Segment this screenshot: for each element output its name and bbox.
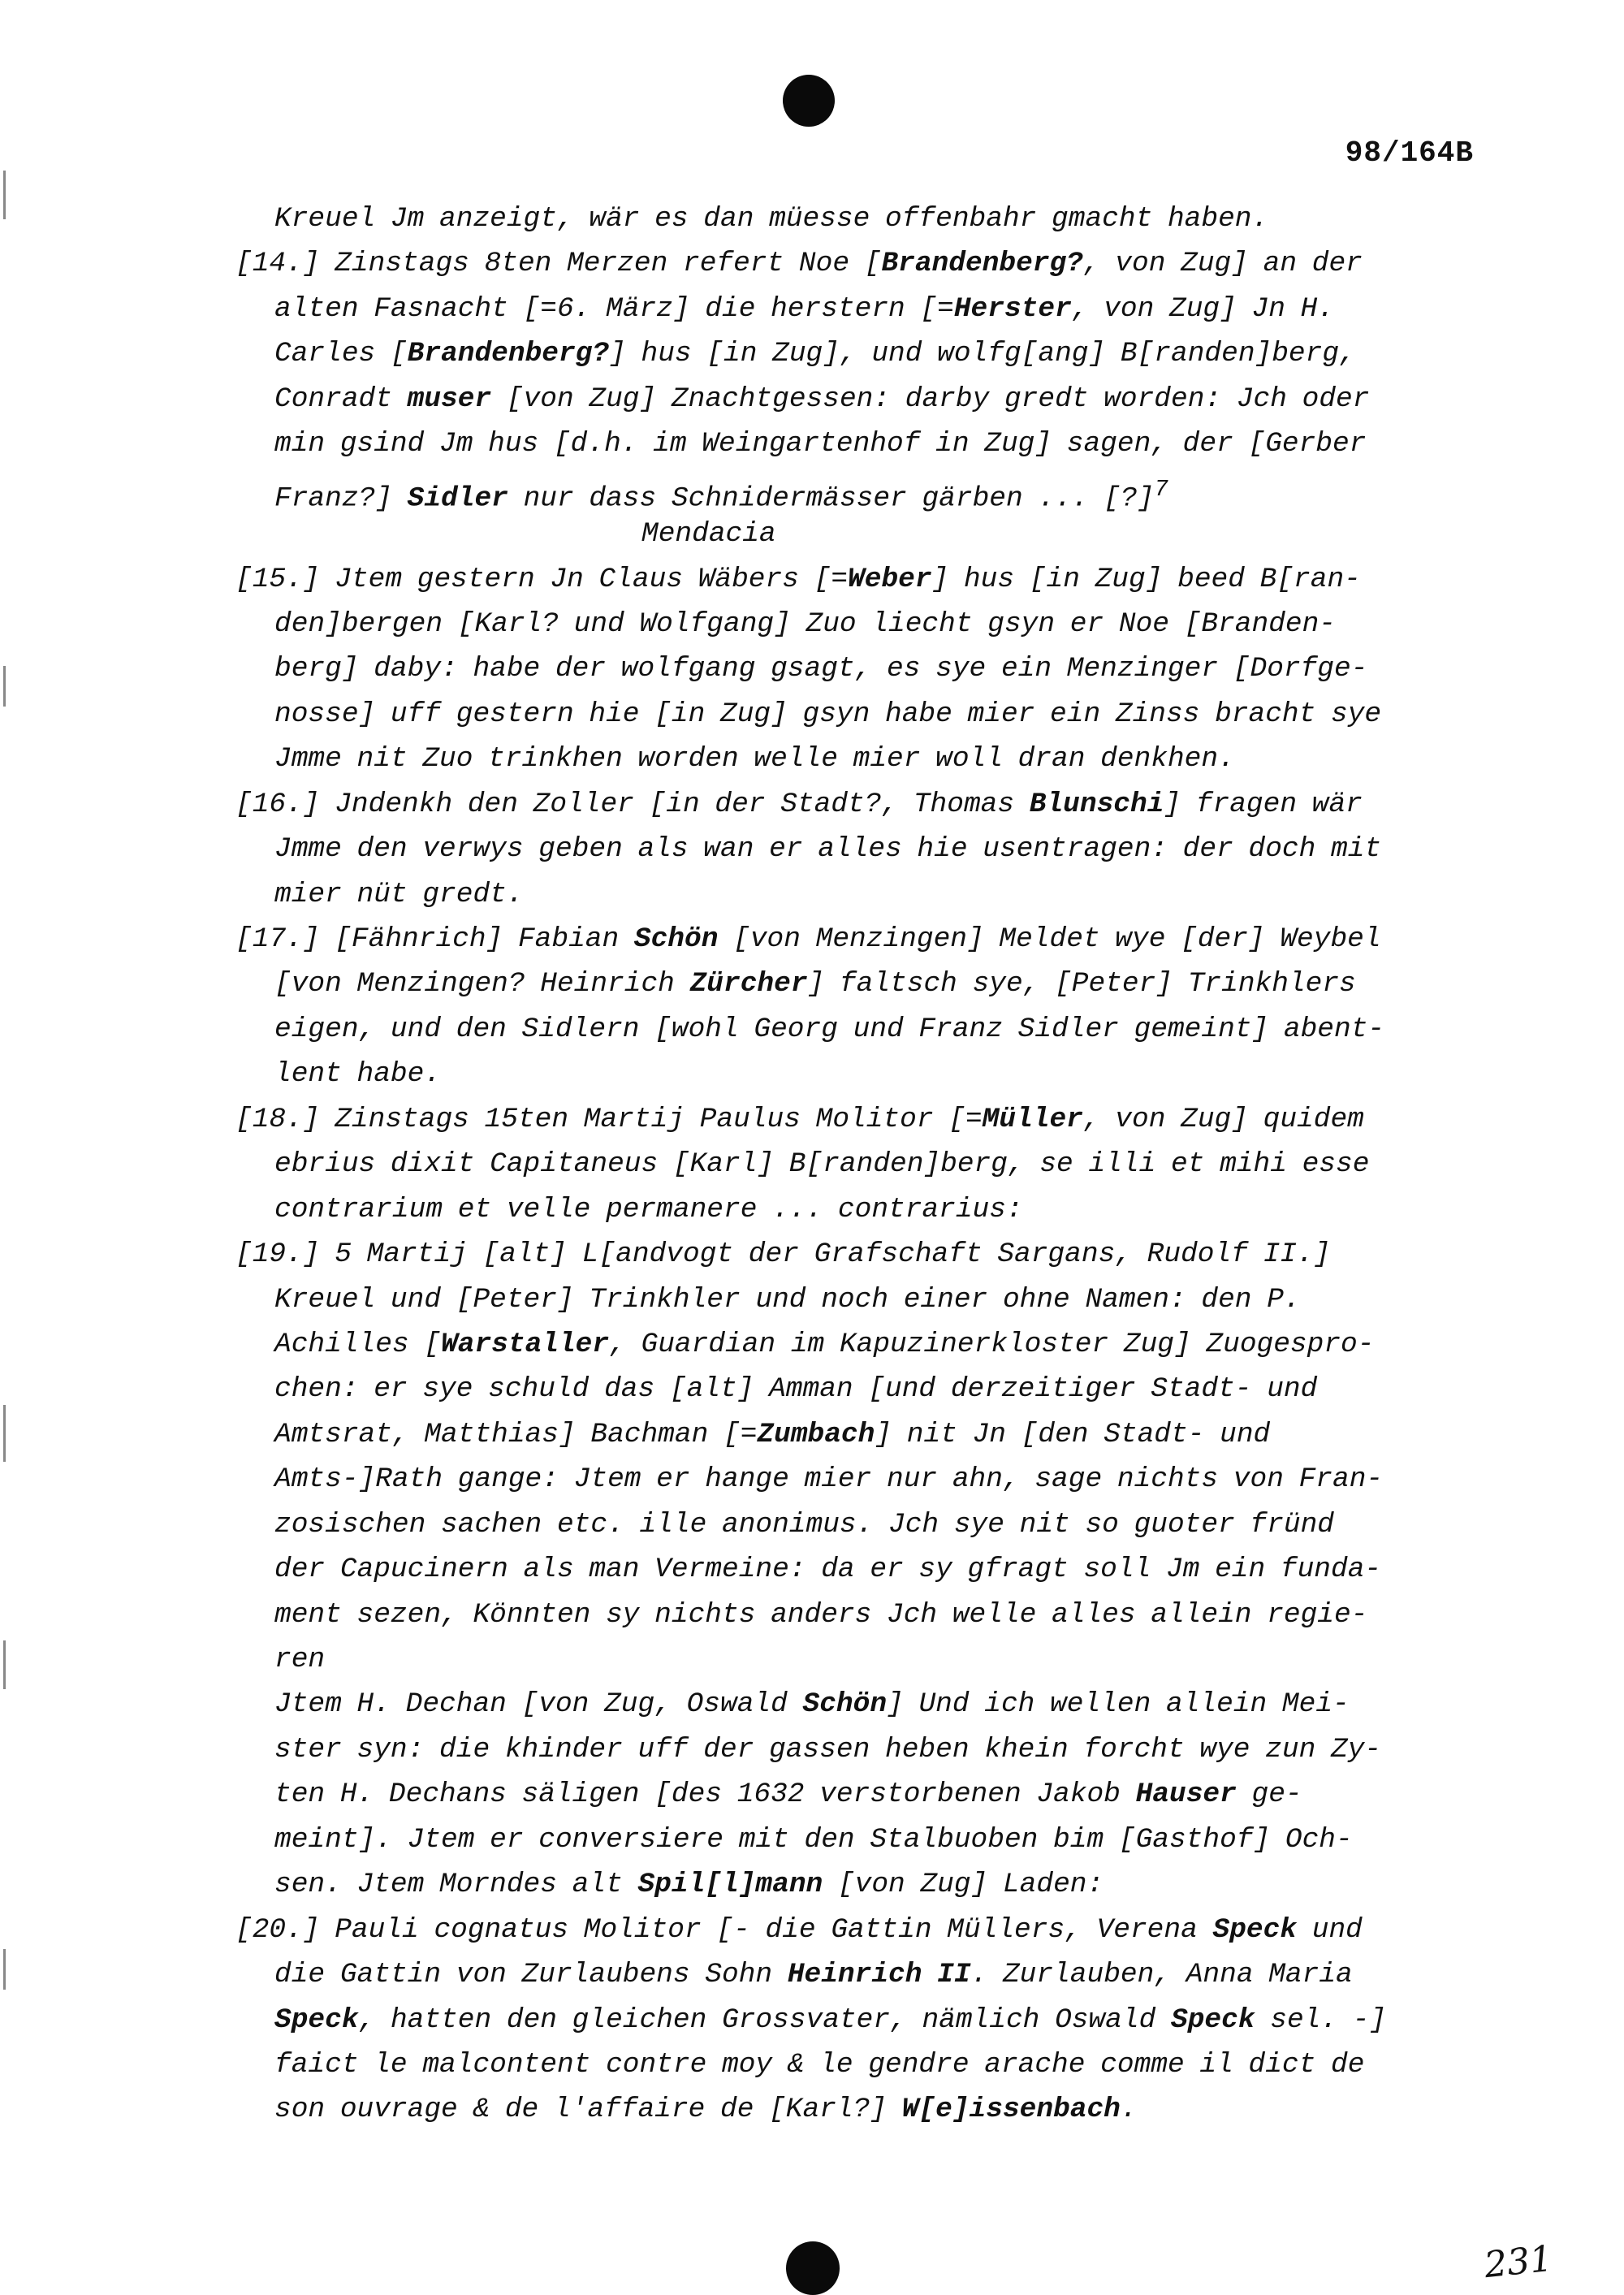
text-segment: den]bergen [Karl? und Wolfgang] Zuo liecht gsyn er Noe [Branden- — [274, 607, 1337, 640]
text-segment: ] hus [in Zug], und wolfg[ang] B[randen]berg, — [609, 338, 1356, 370]
text-segment: alten Fasnacht [=6. März] die herstern [= — [274, 292, 954, 325]
text-segment: Carles [ — [274, 338, 408, 370]
bold-name: Speck — [1171, 2003, 1255, 2036]
text-line — [235, 287, 1486, 331]
text-line — [235, 1367, 1486, 1411]
text-line — [235, 1727, 1486, 1772]
text-segment: ment sezen, Könnten sy nichts anders Jch welle alles allein regie- — [274, 1598, 1368, 1631]
document-body — [235, 197, 1486, 2133]
text-segment: , Guardian im Kapuzinerkloster Zug] Zuogespro- — [609, 1328, 1375, 1360]
text-line — [235, 1412, 1486, 1457]
text-segment: die Gattin von Zurlaubens Sohn — [274, 1959, 788, 1991]
text-segment: . Zurlauben, Anna Maria — [970, 1959, 1353, 1991]
text-line — [235, 1007, 1486, 1052]
text-segment: ] hus [in Zug] beed B[ran- — [931, 563, 1361, 595]
text-segment: sen. Jtem Morndes alt — [274, 1869, 638, 1901]
text-line — [235, 2087, 1486, 2132]
bold-name: Zürcher — [689, 968, 808, 1001]
text-line — [235, 1908, 1486, 1952]
punch-hole-top — [783, 75, 835, 127]
text-segment: . — [1120, 2094, 1138, 2126]
text-segment: ] faltsch sye, [Peter] Trinkhlers — [807, 968, 1356, 1001]
text-line — [235, 1862, 1486, 1907]
text-segment: , von Zug] Jn H. — [1071, 292, 1335, 325]
text-line — [235, 827, 1486, 871]
page-reference: 98/164B — [1345, 136, 1474, 170]
bold-name: Brandenberg? — [881, 248, 1083, 280]
text-segment: , von Zug] an der — [1082, 248, 1363, 280]
text-segment: min gsind Jm hus [d.h. im Weingartenhof in Zug] sagen, der [Gerber — [274, 428, 1367, 460]
text-segment: mier nüt gredt. — [274, 878, 524, 910]
bold-name: Speck — [274, 2003, 359, 2036]
text-segment: berg] daby: habe der wolfgang gsagt, es sye ein Menzinger [Dorfge- — [274, 653, 1368, 685]
text-segment: Kreuel Jm anzeigt, wär es dan müesse offenbahr gmacht haben. — [274, 203, 1269, 235]
text-line — [235, 737, 1486, 781]
text-segment: Amts-]Rath gange: Jtem er hange mier nur ahn, sage nichts von Fran- — [274, 1463, 1384, 1496]
text-segment: meint]. Jtem er conversiere mit den Stalbuoben bim [Gasthof] Och- — [274, 1823, 1353, 1856]
text-segment: [14.] Zinstags 8ten Merzen refert Noe [ — [235, 248, 882, 280]
bold-name: Sidler — [407, 482, 508, 515]
text-line — [235, 602, 1486, 646]
bold-name: Müller — [982, 1103, 1083, 1135]
text-segment: [17.] [Fähnrich] Fabian — [235, 923, 634, 955]
text-line — [235, 1502, 1486, 1547]
text-line — [235, 1998, 1486, 2042]
bold-name: Schön — [802, 1688, 888, 1721]
text-line — [235, 467, 1486, 515]
bold-name: Zumbach — [757, 1418, 875, 1450]
margin-scan-marks — [3, 0, 15, 2293]
text-segment: Kreuel und [Peter] Trinkhler und noch einer ohne Namen: den P. — [274, 1283, 1301, 1316]
text-segment: , hatten den gleichen Grossvater, nämlich Oswald — [358, 2003, 1171, 2036]
text-segment: [16.] Jndenkh den Zoller [in der Stadt?, Thomas — [235, 788, 1030, 820]
text-line — [235, 1052, 1486, 1096]
text-line — [235, 962, 1486, 1006]
bold-name: Warstaller — [441, 1328, 610, 1360]
text-line — [235, 557, 1486, 602]
text-segment: und — [1297, 1913, 1363, 1946]
text-segment: contrarium et velle permanere ... contrarius: — [274, 1193, 1023, 1225]
text-line — [235, 197, 1486, 241]
text-line — [235, 1817, 1486, 1862]
text-segment: ge- — [1236, 1779, 1302, 1811]
text-segment: Amtsrat, Matthias] Bachman [= — [274, 1418, 758, 1450]
bold-name: Herster — [953, 292, 1072, 325]
text-line — [235, 646, 1486, 691]
text-line — [235, 1232, 1486, 1277]
text-line — [235, 1772, 1486, 1817]
text-segment: lent habe. — [274, 1058, 442, 1091]
text-segment: [15.] Jtem gestern Jn Claus Wäbers [= — [235, 563, 849, 595]
text-segment: zosischen sachen etc. ille anonimus. Jch sye nit so guoter fründ — [274, 1508, 1335, 1541]
text-segment: ] Und ich wellen allein Mei- — [887, 1688, 1350, 1721]
text-line — [235, 421, 1486, 466]
handwritten-page-number: 231 — [1482, 2237, 1555, 2287]
text-line — [235, 1682, 1486, 1727]
text-line — [235, 872, 1486, 917]
bold-name: Spil[l]mann — [637, 1869, 823, 1901]
text-segment: ] fragen wär — [1164, 788, 1363, 820]
text-segment: , von Zug] quidem — [1082, 1103, 1364, 1135]
text-segment: Conradt — [274, 382, 408, 415]
text-segment: [19.] 5 Martij [alt] L[andvogt der Grafschaft Sargans, Rudolf II.] — [235, 1238, 1331, 1271]
text-segment: [20.] Pauli cognatus Molitor [- die Gattin Müllers, Verena — [235, 1913, 1213, 1946]
punch-hole-bottom — [786, 2241, 840, 2295]
bold-name: Hauser — [1135, 1779, 1237, 1811]
bold-name: Schön — [633, 923, 719, 955]
text-segment: Mendacia — [641, 518, 776, 551]
text-segment: ] nit Jn [den Stadt- und — [875, 1418, 1271, 1450]
text-line — [235, 782, 1486, 827]
text-line — [235, 1277, 1486, 1322]
bold-name: Speck — [1212, 1913, 1298, 1946]
text-segment: Jtem H. Dechan [von Zug, Oswald — [274, 1688, 803, 1721]
text-line — [235, 1637, 1486, 1682]
text-line — [235, 1547, 1486, 1592]
text-segment: ten H. Dechans säligen [des 1632 verstorbenen Jakob — [274, 1779, 1136, 1811]
text-line — [235, 1322, 1486, 1367]
text-line — [235, 917, 1486, 962]
text-segment: sel. -] — [1255, 2003, 1387, 2036]
text-line — [235, 1593, 1486, 1637]
bold-name: Blunschi — [1029, 788, 1164, 820]
text-line — [235, 377, 1486, 421]
bold-name: Heinrich II — [787, 1959, 971, 1991]
text-line — [235, 692, 1486, 737]
text-line — [235, 1097, 1486, 1142]
text-line — [235, 1952, 1486, 1997]
text-segment: ren — [274, 1644, 326, 1675]
text-segment: [von Zug] Laden: — [823, 1869, 1104, 1901]
text-segment: nur dass Schnidermässer gärben ... [?] — [508, 482, 1155, 515]
text-line — [235, 331, 1486, 376]
text-line — [235, 1457, 1486, 1502]
text-segment: Franz?] — [274, 482, 408, 515]
text-line — [235, 512, 1486, 556]
bold-name: W[e]issenbach — [901, 2094, 1121, 2126]
bold-name: Brandenberg? — [407, 338, 610, 370]
text-segment: der Capucinern als man Vermeine: da er sy gfragt soll Jm ein funda- — [274, 1554, 1382, 1586]
text-segment: Jmme den verwys geben als wan er alles hie usentragen: der doch mit — [274, 833, 1382, 866]
text-segment: ster syn: die khinder uff der gassen heben khein forcht wye zun Zy- — [274, 1733, 1382, 1766]
text-segment: nosse] uff gestern hie [in Zug] gsyn habe mier ein Zinss bracht sye — [274, 698, 1382, 730]
text-segment: [18.] Zinstags 15ten Martij Paulus Molitor [= — [235, 1103, 983, 1135]
bold-name: Weber — [848, 563, 932, 595]
bold-name: muser — [407, 382, 492, 415]
text-segment: faict le malcontent contre moy & le gendre arache comme il dict de — [274, 2048, 1365, 2081]
text-segment: eigen, und den Sidlern [wohl Georg und Franz Sidler gemeint] abent- — [274, 1013, 1385, 1045]
text-segment: son ouvrage & de l'affaire de [Karl?] — [274, 2094, 902, 2126]
text-segment: chen: er sye schuld das [alt] Amman [und derzeitiger Stadt- und — [274, 1373, 1318, 1406]
text-segment: [von Menzingen? Heinrich — [274, 968, 690, 1001]
footnote-marker: 7 — [1154, 475, 1168, 503]
text-segment: ebrius dixit Capitaneus [Karl] B[randen]berg, se illi et mihi esse — [274, 1148, 1370, 1181]
text-segment: Jmme nit Zuo trinkhen worden welle mier woll dran denkhen. — [274, 743, 1235, 776]
text-line — [235, 1142, 1486, 1186]
text-line — [235, 241, 1486, 286]
text-segment: Achilles [ — [274, 1328, 442, 1360]
text-line — [235, 2042, 1486, 2087]
text-segment: [von Menzingen] Meldet wye [der] Weybel — [718, 923, 1381, 955]
text-line — [235, 1187, 1486, 1232]
text-segment: [von Zug] Znachtgessen: darby gredt worden: Jch oder — [491, 382, 1370, 415]
